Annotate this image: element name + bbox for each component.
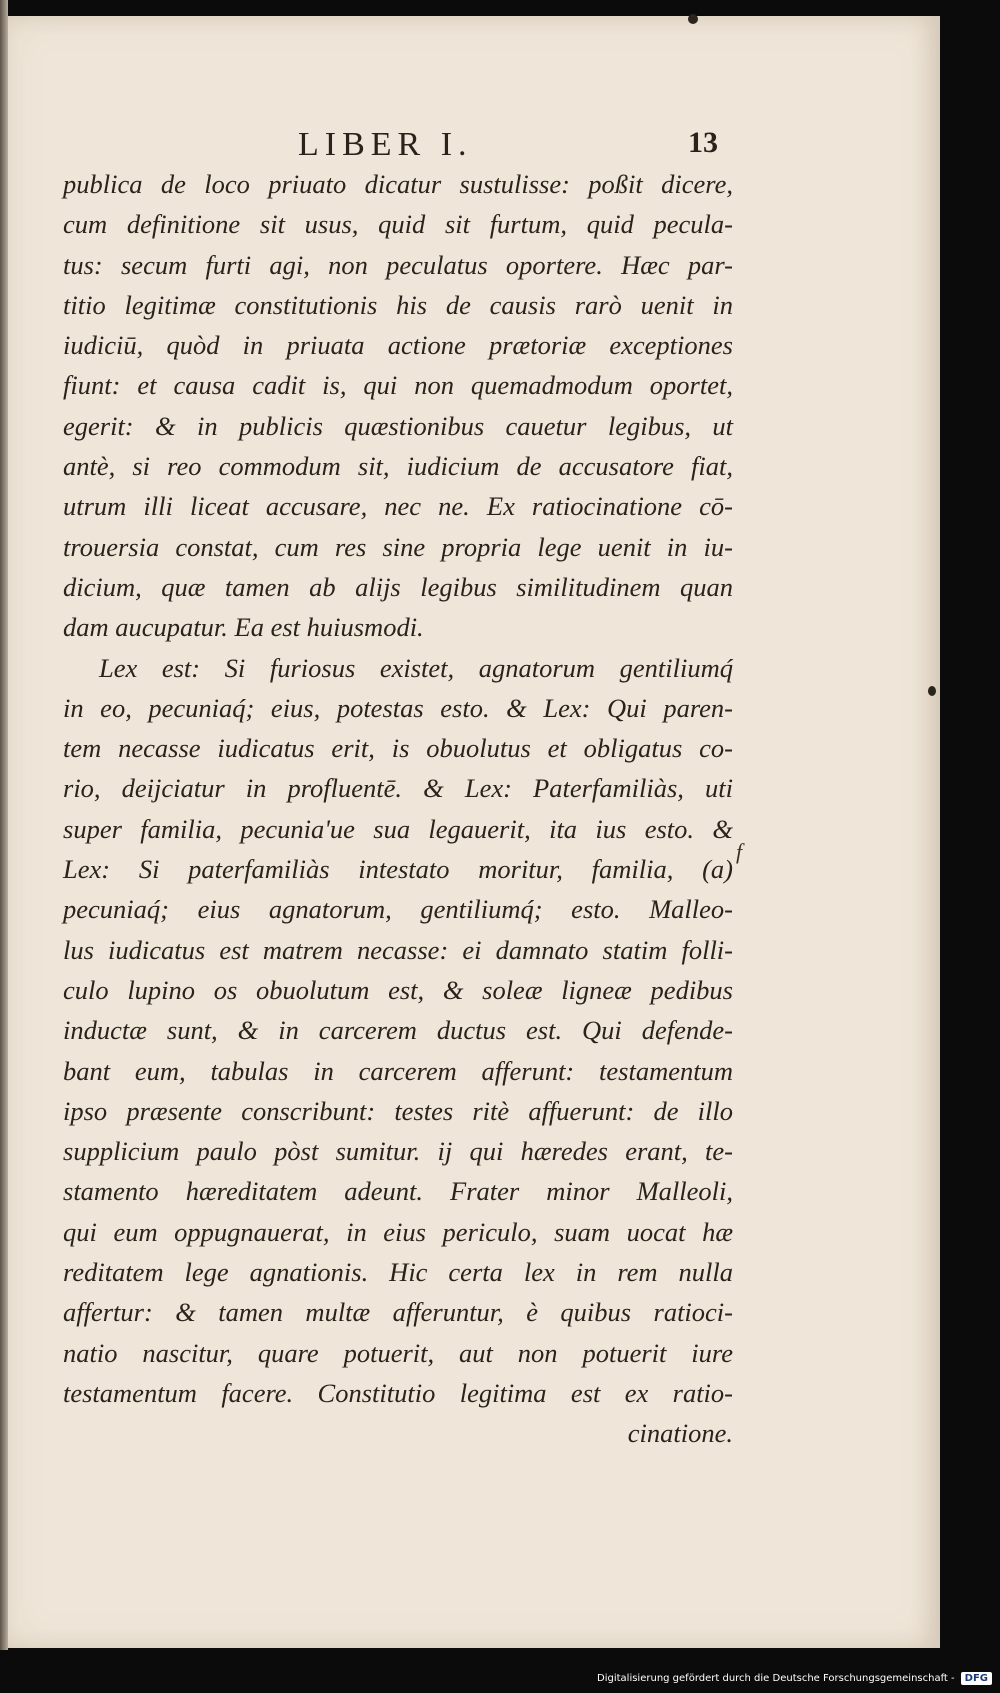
ink-spot — [928, 686, 936, 696]
text-line: supplicium paulo pòst sumitur. ij qui hæredes erant, te- — [63, 1136, 733, 1167]
text-line: utrum illi liceat accusare, nec ne. Ex ratiocinatione cō- — [63, 491, 733, 522]
text-line: trouersia constat, cum res sine propria lege uenit in iu- — [63, 531, 733, 562]
text-line: super familia, pecunia'ue sua legauerit, ita ius esto. & — [63, 813, 733, 844]
text-line: egerit: & in publicis quæstionibus cauetur legibus, ut — [63, 410, 733, 441]
text-line: tus: secum furti agi, non peculatus oportere. Hæc par- — [63, 249, 733, 280]
text-line: inductæ sunt, & in carcerem ductus est. Qui defende- — [63, 1015, 733, 1046]
text-line: reditatem lege agnationis. Hic certa lex in rem nulla — [63, 1257, 733, 1288]
text-line: Lex: Si paterfamiliàs intestato moritur, familia, (a) — [63, 854, 733, 885]
text-line: tem necasse iudicatus erit, is obuolutus et obligatus co- — [63, 733, 733, 764]
margin-note: f — [736, 839, 743, 864]
page-number: 13 — [688, 126, 718, 159]
text-line: iudiciū, quòd in priuata actione prætoriæ exceptiones — [63, 330, 733, 361]
text-line: affertur: & tamen multæ afferuntur, è quibus ratioci- — [63, 1297, 733, 1328]
digitization-footer — [597, 1667, 992, 1689]
text-line: titio legitimæ constitutionis his de causis rarò uenit in — [63, 289, 733, 320]
text-line: fiunt: et causa cadit is, qui non quemadmodum oportet, — [63, 370, 733, 401]
text-line: culo lupino os obuolutum est, & soleæ ligneæ pedibus — [63, 974, 733, 1005]
text-line: cum definitione sit usus, quid sit furtum, quid pecula- — [63, 209, 733, 240]
text-line: dicium, quæ tamen ab alijs legibus similitudinem quan — [63, 571, 733, 602]
text-line: rio, deijciatur in profluentē. & Lex: Paterfamiliàs, uti — [63, 773, 733, 804]
text-line: qui eum oppugnauerat, in eius periculo, suam uocat hæ — [63, 1216, 733, 1247]
text-line: bant eum, tabulas in carcerem afferunt: testamentum — [63, 1055, 733, 1086]
text-line: natio nascitur, quare potuerit, aut non potuerit iure — [63, 1337, 733, 1368]
book-page — [8, 16, 940, 1648]
text-line: publica de loco priuato dicatur sustulisse: poßit dicere, — [63, 169, 733, 199]
body-text — [63, 164, 733, 1454]
running-head: LIBER I. — [298, 126, 473, 163]
text-line: pecuniaq́; eius agnatorum, gentiliumq́; esto. Malleo- — [63, 894, 733, 925]
text-line: lus iudicatus est matrem necasse: ei damnato statim folli- — [63, 934, 733, 965]
text-line: in eo, pecuniaq́; eius, potestas esto. & Lex: Qui paren- — [63, 692, 733, 723]
book-gutter-edge — [0, 0, 8, 1650]
text-line: stamento hæreditatem adeunt. Frater minor Malleoli, — [63, 1176, 733, 1207]
text-line: dam aucupatur. Ea est huiusmodi. — [63, 612, 424, 643]
text-line: antè, si reo commodum sit, iudicium de accusatore fiat, — [63, 451, 733, 482]
catchword-line: cinatione. — [627, 1418, 733, 1449]
text-line: ipso præsente conscribunt: testes ritè affuerunt: de illo — [63, 1095, 733, 1126]
text-line: testamentum facere. Constitutio legitima est ex ratio- — [63, 1377, 733, 1408]
footer-credit: Digitalisierung gefördert durch die Deutsche Forschungsgemeinschaft - — [597, 1672, 955, 1684]
dfg-logo: DFG — [961, 1672, 992, 1685]
text-line: Lex est: Si furiosus existet, agnatorum gentiliumq́ — [99, 652, 733, 683]
ink-spot — [688, 14, 698, 24]
